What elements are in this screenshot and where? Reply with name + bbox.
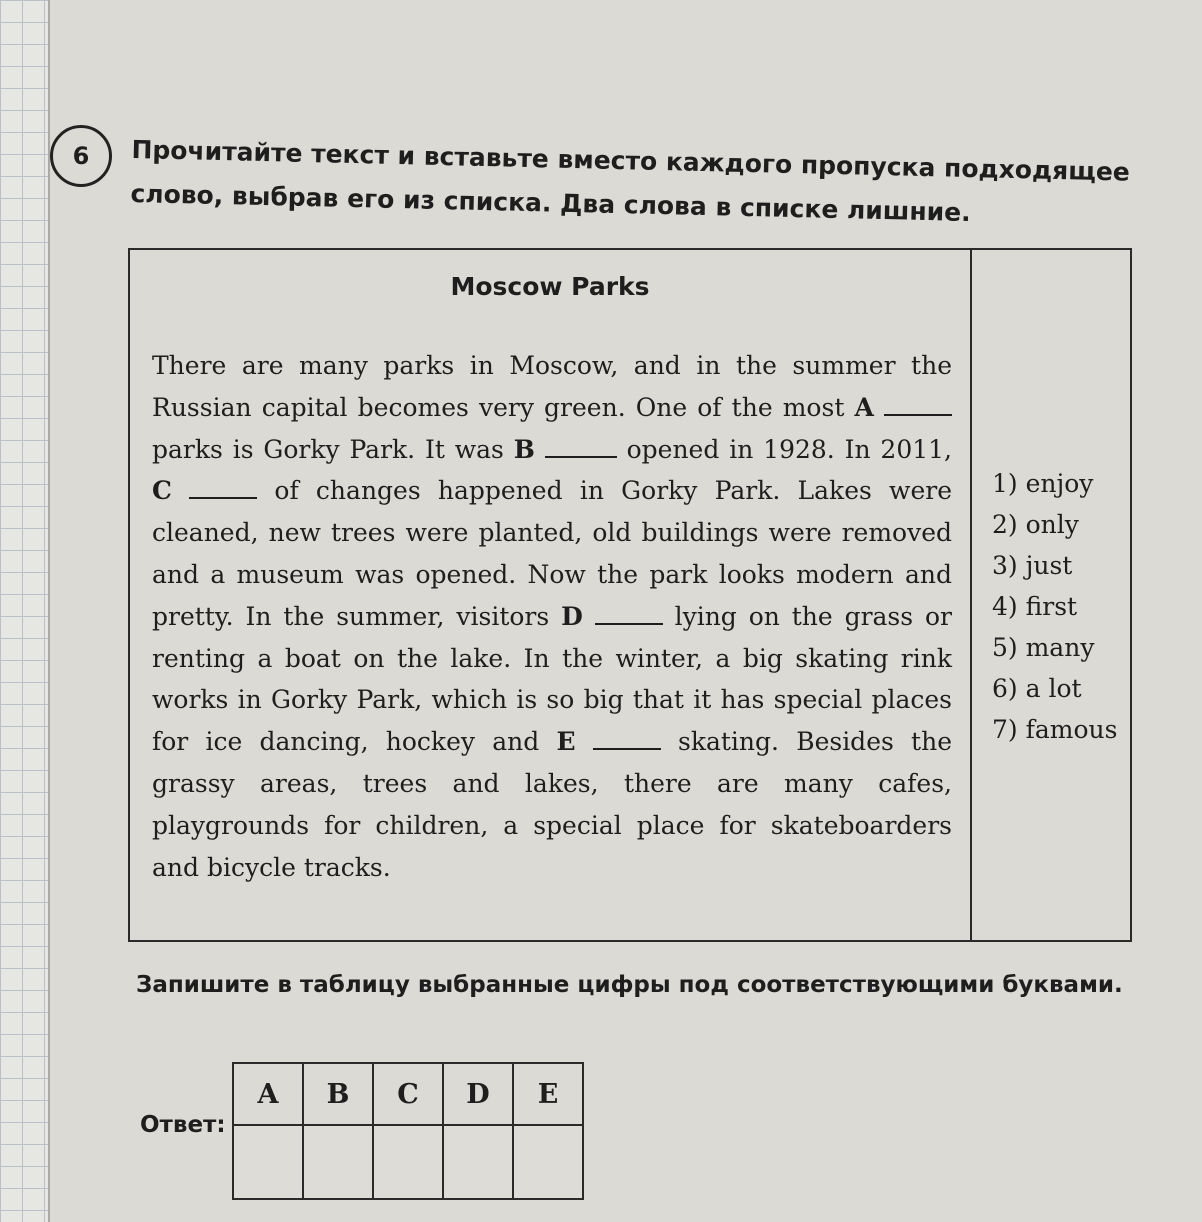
answer-letter-e: E bbox=[513, 1063, 583, 1125]
text-title: Moscow Parks bbox=[450, 272, 650, 301]
option-item: 3) just bbox=[992, 551, 1073, 580]
passage-part-1: There are many parks in Moscow, and in the summer the Russian capital becomes very green. One of the most bbox=[152, 351, 952, 422]
frame-divider bbox=[970, 250, 972, 940]
answer-letters-row bbox=[233, 1063, 583, 1125]
passage-part-6: skating. Besides the grassy areas, trees and lakes, there are many cafes, playgrounds for children, a special place for skateboarders and bicycle tracks. bbox=[152, 727, 952, 882]
gap-c-blank bbox=[189, 477, 257, 499]
task-number: 6 bbox=[72, 142, 90, 170]
option-item: 6) a lot bbox=[992, 674, 1082, 703]
answer-instruction: Запишите в таблицу выбранные цифры под соответствующими буквами. bbox=[136, 972, 1123, 998]
word-options-list bbox=[992, 463, 1122, 750]
option-item: 4) first bbox=[992, 592, 1078, 621]
passage-part-2: parks is Gorky Park. It was bbox=[152, 434, 514, 464]
task-instruction: Прочитайте текст и вставьте вместо каждого пропуска подходящее слово, выбрав его из списка. Два слова в списке лишние. bbox=[130, 134, 1131, 228]
answer-letter-d: D bbox=[443, 1063, 513, 1125]
notebook-grid-strip bbox=[0, 0, 50, 1222]
text-frame bbox=[128, 248, 1132, 942]
gap-label-a: A bbox=[854, 392, 874, 422]
answer-inputs-row bbox=[233, 1125, 583, 1199]
answer-letter-c: C bbox=[373, 1063, 443, 1125]
answer-cell-c[interactable] bbox=[373, 1125, 443, 1199]
passage-part-5: lying on the grass or renting a boat on the lake. In the winter, a big skating rink works in Gorky Park, which is so big that it has special places for ice dancing, hockey and bbox=[152, 601, 952, 757]
option-item: 1) enjoy bbox=[992, 469, 1094, 498]
gap-d-blank bbox=[595, 603, 663, 625]
gap-label-b: B bbox=[513, 434, 535, 464]
gap-e-blank bbox=[593, 728, 661, 750]
answer-cell-a[interactable] bbox=[233, 1125, 303, 1199]
option-item: 2) only bbox=[992, 510, 1079, 539]
answer-cell-e[interactable] bbox=[513, 1125, 583, 1199]
option-item: 7) famous bbox=[992, 715, 1118, 744]
answer-cell-d[interactable] bbox=[443, 1125, 513, 1199]
gap-label-d: D bbox=[561, 601, 583, 631]
passage-part-3: opened in 1928. In 2011, bbox=[616, 434, 952, 464]
option-item: 5) many bbox=[992, 633, 1095, 662]
passage-part-4: of changes happened in Gorky Park. Lakes were cleaned, new trees were planted, old buildings were removed and a museum was opened. Now the park looks modern and pretty. In the summer, visitors bbox=[152, 476, 952, 631]
passage bbox=[152, 345, 952, 888]
answer-label: Ответ: bbox=[140, 1112, 226, 1138]
task-number-badge bbox=[50, 125, 112, 187]
answer-table bbox=[232, 1062, 584, 1200]
answer-letter-b: B bbox=[303, 1063, 373, 1125]
gap-label-e: E bbox=[556, 727, 576, 757]
gap-label-c: C bbox=[152, 476, 172, 506]
gap-a-blank bbox=[884, 394, 952, 416]
gap-b-blank bbox=[545, 436, 617, 458]
answer-letter-a: A bbox=[233, 1063, 303, 1125]
answer-cell-b[interactable] bbox=[303, 1125, 373, 1199]
